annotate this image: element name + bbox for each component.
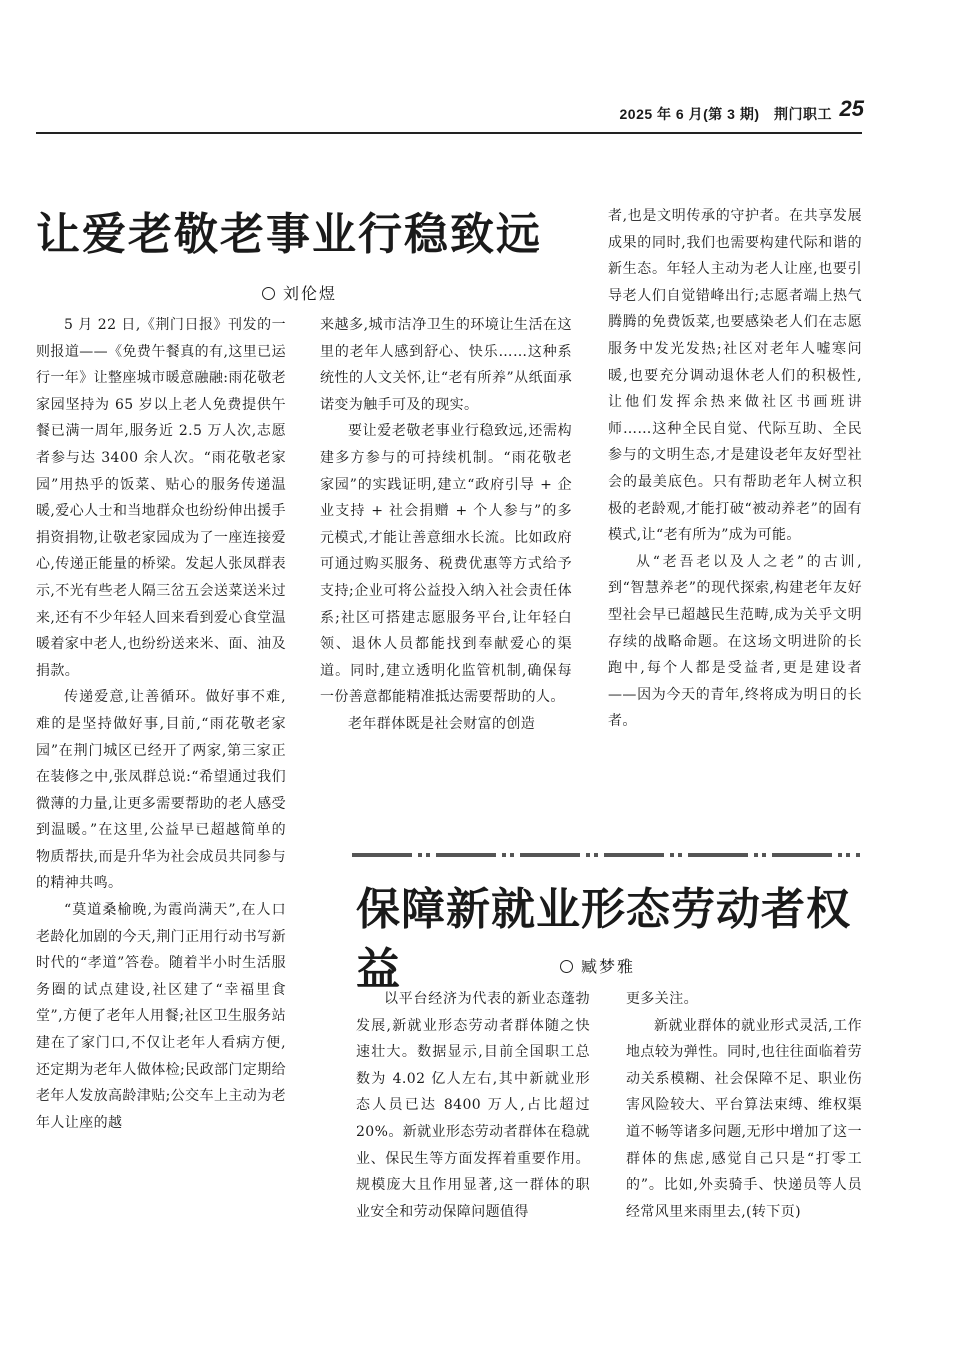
paragraph: 要让爱老敬老事业行稳致远,还需构建多方参与的可持续机制。“雨花敬老家园”的实践证明,建立“政府引导 + 企业支持 + 社会捐赠 + 个人参与”的多元模式,才能让善意细水长流。比如政府可通过购买服务、税费优惠等方式给予支持;企业可将公益投入纳入社会责任体系;社区可搭建志愿服务平台,让年轻白领、退休人员都能找到奉献爱心的渠道。同时,建立透明化监管机制,确保每一份善意都能精准抵达需要帮助的人。 bbox=[320, 423, 572, 706]
paragraph: 老年群体既是社会财富的创造 bbox=[348, 715, 536, 732]
paragraph: “莫道桑榆晚,为霞尚满天”,在人口老龄化加剧的今天,荆门正用行动书写新时代的“孝道”答卷。随着半小时生活服务圈的试点建设,社区建了“幸福里食堂”,方便了老年人用餐;社区卫生服务站建在了家门口,不仅让老年人看病方便,还定期为老年人做体检;民政部门定期给老年人发放高龄津贴;公交车上主动为老年人让座的越 bbox=[36, 902, 286, 1131]
paragraph: 者,也是文明传承的守护者。在共享发展成果的同时,我们也需要构建代际和谐的新生态。年轻人主动为老人让座,也要引导老人们自觉错峰出行;志愿者端上热气腾腾的免费饭菜,也要感染老人们在志愿服务中发光发热;社区对老年人嘘寒问暖,也要充分调动退休老人们的积极性,让他们发挥余热来做社区书画班讲师……这种全民自觉、代际互助、全民参与的文明生态,才是建设老年友好型社会的最美底色。只有帮助老年人树立积极的老龄观,才能打破“被动养老”的固有模式,让“老有所为”成为可能。 bbox=[608, 208, 862, 544]
section-divider bbox=[352, 853, 860, 857]
paragraph: 从“老吾老以及人之老”的古训,到“智慧养老”的现代探索,构建老年友好型社会早已超越民生范畴,成为关乎文明存续的战略命题。在这场文明进阶的长跑中,每个人都是受益者,更是建设者——因为今天的青年,终将成为明日的长者。 bbox=[608, 553, 862, 730]
author-name: 臧梦雅 bbox=[581, 957, 636, 976]
page-number: 25 bbox=[839, 96, 864, 121]
circle-icon bbox=[262, 287, 275, 300]
running-header: 2025 年 6 月(第 3 期) 荆门职工 bbox=[619, 106, 832, 122]
paragraph: 来越多,城市洁净卫生的环境让生活在这里的老年人感到舒心、快乐……这种系统性的人文关怀,让“老有所养”从纸面承诺变为触手可及的现实。 bbox=[320, 317, 572, 413]
article2-column-1 bbox=[356, 986, 590, 1225]
article1-column-2 bbox=[320, 312, 572, 738]
article1-column-1 bbox=[36, 312, 286, 1136]
paragraph: 传递爱意,让善循环。做好事不难,难的是坚持做好事,目前,“雨花敬老家园”在荆门城区已经开了两家,第三家正在装修之中,张凤群总说:“希望通过我们微薄的力量,让更多需要帮助的老人感受到温暖。”在这里,公益早已超越简单的物质帮扶,而是升华为社会成员共同参与的精神共鸣。 bbox=[36, 689, 286, 892]
paragraph: 更多关注。 bbox=[626, 991, 698, 1007]
article-author bbox=[262, 281, 337, 304]
article-title: 让爱老敬老事业行稳致远 bbox=[36, 209, 542, 260]
header-rule bbox=[36, 132, 862, 134]
circle-icon bbox=[560, 960, 573, 973]
paragraph: 5 月 22 日,《荆门日报》刊发的一则报道——《免费午餐真的有,这里已运行一年》让整座城市暖意融融:雨花敬老家园坚持为 65 岁以上老人免费提供午餐已满一周年,服务近 2.5 万人次,志愿者参与达 3400 余人次。“雨花敬老家园”用热乎的饭菜、贴心的服务传递温暖,爱心人士和当地群众也纷纷伸出援手捐资捐物,让敬老家园成为了一座连接爱心,传递正能量的桥梁。发起人张凤群表示,不光有些老人隔三岔五会送菜送米过来,还有不少年轻人回来看到爱心食堂温暖着家中老人,也纷纷送来米、面、油及捐款。 bbox=[36, 317, 286, 679]
author-name: 刘伦煜 bbox=[283, 284, 338, 303]
article-title: 保障新就业形态劳动者权益 bbox=[356, 884, 851, 995]
article-author bbox=[560, 954, 635, 977]
paragraph: 新就业群体的就业形式灵活,工作地点较为弹性。同时,也往往面临着劳动关系模糊、社会保障不足、职业伤害风险较大、平台算法束缚、维权渠道不畅等诸多问题,无形中增加了这一群体的焦虑,感觉自己只是“打零工的”。比如,外卖骑手、快递员等人员经常风里来雨里去,(转下页) bbox=[626, 1017, 862, 1220]
article1-column-3 bbox=[608, 203, 862, 735]
article2-column-2 bbox=[626, 986, 862, 1225]
paragraph: 以平台经济为代表的新业态蓬勃发展,新就业形态劳动者群体随之快速壮大。数据显示,目前全国职工总数为 4.02 亿人左右,其中新就业形态人员已达 8400 万人,占比超过 20%。新就业形态劳动者群体在稳就业、保民生等方面发挥着重要作用。规模庞大且作用显著,这一群体的职业安全和劳动保障问题值得 bbox=[356, 991, 590, 1220]
